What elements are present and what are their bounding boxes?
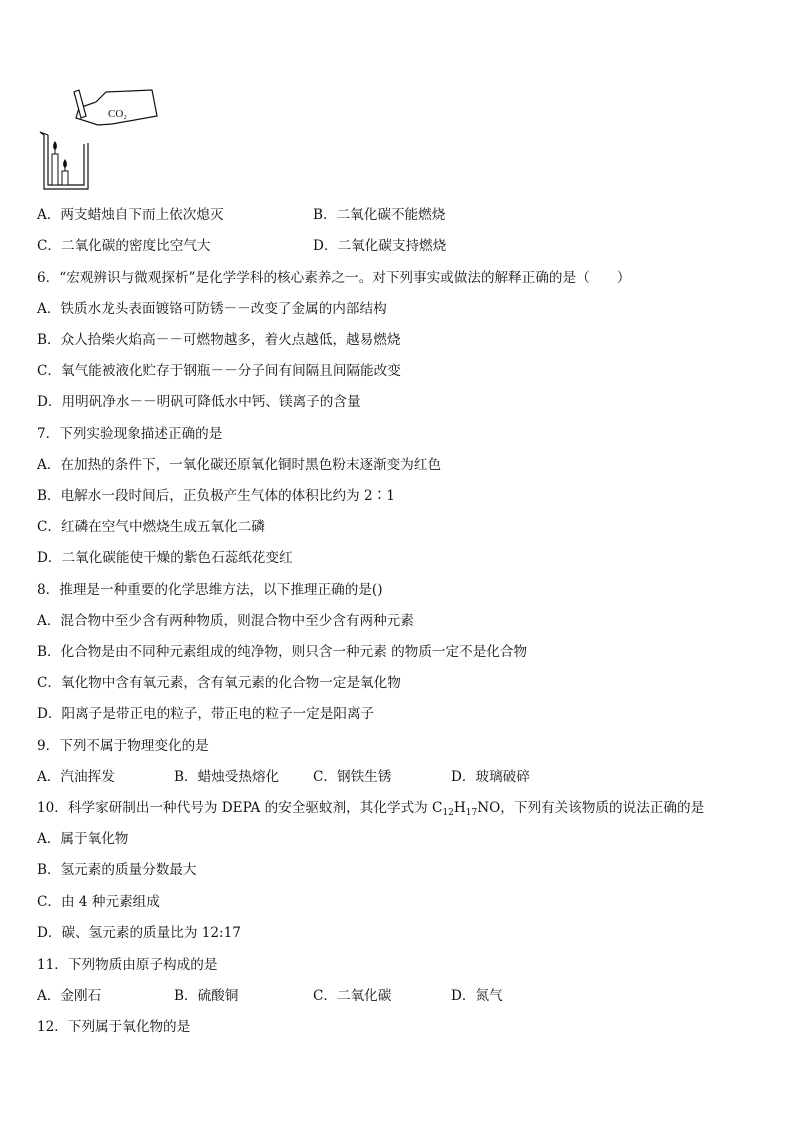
q7-option-c: C．红磷在空气中燃烧生成五氧化二磷 xyxy=(37,519,265,535)
q6-option-b: B．众人拾柴火焰高－－可燃物越多，着火点越低，越易燃烧 xyxy=(37,332,401,348)
q10-option-b: B．氢元素的质量分数最大 xyxy=(37,862,197,878)
q11-option-c: C．二氧化碳 xyxy=(313,988,392,1004)
q7-stem: 7．下列实验现象描述正确的是 xyxy=(37,426,223,442)
q10-option-a: A．属于氧化物 xyxy=(37,831,129,847)
candle-tall xyxy=(62,159,68,185)
q10-formula xyxy=(432,800,500,816)
q5-option-d: D．二氧化碳支持燃烧 xyxy=(313,238,447,254)
q11-option-a: A．金刚石 xyxy=(37,988,102,1004)
q11-stem: 11．下列物质由原子构成的是 xyxy=(37,957,218,973)
q6-stem: 6．“宏观辨识与微观探析”是化学学科的核心素养之一。对下列事实或做法的解释正确的是（ ） xyxy=(37,270,631,286)
q8-stem: 8．推理是一种重要的化学思维方法，以下推理正确的是() xyxy=(37,582,383,598)
q5-option-b: B．二氧化碳不能燃烧 xyxy=(313,207,446,223)
q6-option-c: C．氧气能被液化贮存于钢瓶－－分子间有间隔且间隔能改变 xyxy=(37,363,401,379)
q7-option-a: A．在加热的条件下，一氧化碳还原氧化铜时黑色粉末逐渐变为红色 xyxy=(37,457,442,473)
q10-stem xyxy=(37,799,704,817)
q10-stem-before: 10．科学家研制出一种代号为 DEPA 的安全驱蚊剂，其化学式为 xyxy=(37,800,433,816)
candle-short xyxy=(52,141,58,185)
formula-carbon-subscript: 12 xyxy=(442,808,454,818)
q7-option-b: B．电解水一段时间后，正负极产生气体的体积比约为 2∶1 xyxy=(37,488,395,504)
formula-hydrogen: H xyxy=(453,800,466,816)
q9-option-d: D．玻璃破碎 xyxy=(451,769,530,785)
q10-option-d: D．碳、氢元素的质量比为 12:17 xyxy=(37,925,241,941)
experiment-figure xyxy=(38,88,162,192)
q6-option-d: D．用明矾净水－－明矾可降低水中钙、镁离子的含量 xyxy=(37,394,361,410)
q11-option-d: D．氮气 xyxy=(451,988,503,1004)
q8-option-a: A．混合物中至少含有两种物质，则混合物中至少含有两种元素 xyxy=(37,613,414,629)
q9-option-b: B．蜡烛受热熔化 xyxy=(174,769,280,785)
q10-option-c: C．由 4 种元素组成 xyxy=(37,894,160,910)
q8-option-d: D．阳离子是带正电的粒子，带正电的粒子一定是阳离子 xyxy=(37,706,375,722)
bottle-label: CO₂ xyxy=(108,108,128,120)
formula-carbon: C xyxy=(432,800,443,816)
q5-option-a: A．两支蜡烛自下而上依次熄灭 xyxy=(37,207,224,223)
q10-stem-after: ，下列有关该物质的说法正确的是 xyxy=(500,800,705,816)
q6-option-a: A．铁质水龙头表面镀铬可防锈－－改变了金属的内部结构 xyxy=(37,301,387,317)
q9-option-a: A．汽油挥发 xyxy=(37,769,115,785)
formula-hydrogen-subscript: 17 xyxy=(465,808,478,818)
q9-option-c: C．钢铁生锈 xyxy=(313,769,392,785)
q5-option-c: C．二氧化碳的密度比空气大 xyxy=(37,238,211,254)
formula-rest: NO xyxy=(477,800,501,816)
q8-option-b: B．化合物是由不同种元素组成的纯净物，则只含一种元素 的物质一定不是化合物 xyxy=(37,644,528,660)
q11-option-b: B．硫酸铜 xyxy=(174,988,239,1004)
q8-option-c: C．氧化物中含有氧元素，含有氧元素的化合物一定是氧化物 xyxy=(37,675,401,691)
q9-stem: 9．下列不属于物理变化的是 xyxy=(37,738,209,754)
q7-option-d: D．二氧化碳能使干燥的紫色石蕊纸花变红 xyxy=(37,550,293,566)
q12-stem: 12．下列属于氧化物的是 xyxy=(37,1019,191,1035)
